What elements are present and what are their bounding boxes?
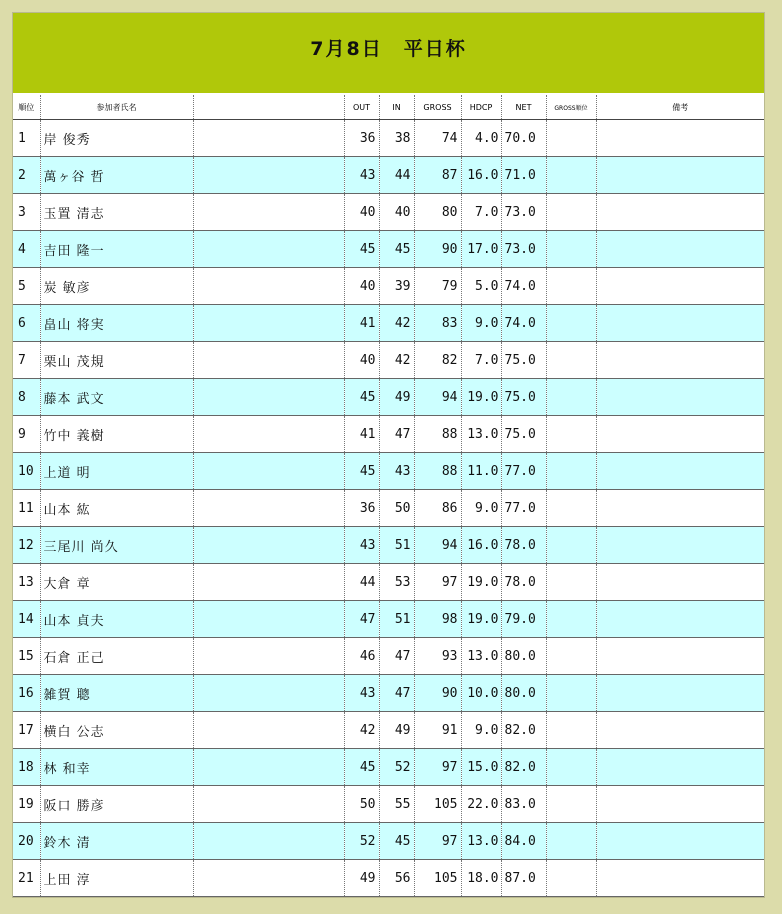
- cell-rank: 2: [13, 157, 40, 194]
- cell-notes: [596, 490, 764, 527]
- cell-blank: [193, 527, 344, 564]
- cell-hdcp: 4.0: [461, 120, 501, 157]
- cell-in: 47: [379, 638, 414, 675]
- cell-in: 51: [379, 601, 414, 638]
- table-row: [13, 860, 764, 897]
- cell-in: 45: [379, 231, 414, 268]
- cell-out: 41: [344, 305, 379, 342]
- header-gross-rank: GROSS順位: [546, 95, 596, 120]
- cell-hdcp: 5.0: [461, 268, 501, 305]
- cell-out: 46: [344, 638, 379, 675]
- cell-name: 山本 貞夫: [40, 601, 193, 638]
- cell-gross: 97: [414, 749, 461, 786]
- cell-notes: [596, 157, 764, 194]
- cell-blank: [193, 120, 344, 157]
- cell-net: 80.0: [501, 638, 546, 675]
- cell-gross-rank: [546, 638, 596, 675]
- header-hdcp: HDCP: [461, 95, 501, 120]
- cell-hdcp: 13.0: [461, 823, 501, 860]
- cell-net: 75.0: [501, 379, 546, 416]
- header-blank: [193, 95, 344, 120]
- cell-notes: [596, 749, 764, 786]
- cell-gross: 94: [414, 379, 461, 416]
- cell-gross: 97: [414, 823, 461, 860]
- header-out: OUT: [344, 95, 379, 120]
- cell-gross: 94: [414, 527, 461, 564]
- cell-rank: 8: [13, 379, 40, 416]
- cell-rank: 21: [13, 860, 40, 897]
- cell-net: 74.0: [501, 268, 546, 305]
- cell-net: 71.0: [501, 157, 546, 194]
- cell-rank: 1: [13, 120, 40, 157]
- cell-hdcp: 15.0: [461, 749, 501, 786]
- cell-gross: 86: [414, 490, 461, 527]
- table-row: [13, 194, 764, 231]
- table-row: [13, 416, 764, 453]
- cell-name: 上道 明: [40, 453, 193, 490]
- page-title: 7月8日 平日杯: [310, 37, 467, 60]
- cell-blank: [193, 601, 344, 638]
- header-name: 参加者氏名: [40, 95, 193, 120]
- cell-blank: [193, 379, 344, 416]
- cell-net: 84.0: [501, 823, 546, 860]
- cell-in: 45: [379, 823, 414, 860]
- cell-in: 47: [379, 416, 414, 453]
- cell-name: 栗山 茂規: [40, 342, 193, 379]
- cell-gross-rank: [546, 157, 596, 194]
- cell-in: 49: [379, 712, 414, 749]
- title-bar: [13, 13, 764, 95]
- cell-blank: [193, 157, 344, 194]
- cell-name: 藤本 武文: [40, 379, 193, 416]
- cell-notes: [596, 416, 764, 453]
- cell-notes: [596, 860, 764, 897]
- cell-net: 75.0: [501, 342, 546, 379]
- cell-hdcp: 7.0: [461, 194, 501, 231]
- cell-in: 47: [379, 675, 414, 712]
- cell-in: 42: [379, 305, 414, 342]
- table-row: [13, 379, 764, 416]
- cell-name: 玉置 清志: [40, 194, 193, 231]
- cell-notes: [596, 527, 764, 564]
- table-row: [13, 527, 764, 564]
- cell-gross-rank: [546, 675, 596, 712]
- cell-gross-rank: [546, 823, 596, 860]
- cell-gross: 105: [414, 786, 461, 823]
- cell-in: 52: [379, 749, 414, 786]
- cell-hdcp: 18.0: [461, 860, 501, 897]
- cell-name: 雑賀 聰: [40, 675, 193, 712]
- cell-gross-rank: [546, 527, 596, 564]
- cell-in: 49: [379, 379, 414, 416]
- cell-out: 52: [344, 823, 379, 860]
- header-in: IN: [379, 95, 414, 120]
- cell-hdcp: 13.0: [461, 416, 501, 453]
- header-notes: 備考: [596, 95, 764, 120]
- cell-notes: [596, 305, 764, 342]
- cell-rank: 6: [13, 305, 40, 342]
- cell-out: 45: [344, 749, 379, 786]
- cell-notes: [596, 675, 764, 712]
- cell-notes: [596, 268, 764, 305]
- cell-in: 51: [379, 527, 414, 564]
- cell-gross-rank: [546, 601, 596, 638]
- cell-hdcp: 7.0: [461, 342, 501, 379]
- cell-gross: 82: [414, 342, 461, 379]
- cell-net: 73.0: [501, 194, 546, 231]
- table-row: [13, 712, 764, 749]
- cell-blank: [193, 786, 344, 823]
- cell-name: 石倉 正己: [40, 638, 193, 675]
- cell-out: 45: [344, 379, 379, 416]
- cell-name: 大倉 章: [40, 564, 193, 601]
- cell-in: 43: [379, 453, 414, 490]
- cell-net: 74.0: [501, 305, 546, 342]
- cell-hdcp: 11.0: [461, 453, 501, 490]
- cell-out: 50: [344, 786, 379, 823]
- cell-gross: 79: [414, 268, 461, 305]
- cell-out: 36: [344, 120, 379, 157]
- cell-notes: [596, 231, 764, 268]
- table-row: [13, 120, 764, 157]
- cell-net: 87.0: [501, 860, 546, 897]
- cell-name: 岸 俊秀: [40, 120, 193, 157]
- cell-gross-rank: [546, 305, 596, 342]
- cell-rank: 9: [13, 416, 40, 453]
- cell-rank: 20: [13, 823, 40, 860]
- cell-hdcp: 19.0: [461, 379, 501, 416]
- cell-out: 49: [344, 860, 379, 897]
- cell-net: 75.0: [501, 416, 546, 453]
- cell-net: 78.0: [501, 564, 546, 601]
- cell-notes: [596, 823, 764, 860]
- cell-rank: 12: [13, 527, 40, 564]
- table-row: [13, 305, 764, 342]
- cell-out: 36: [344, 490, 379, 527]
- cell-notes: [596, 379, 764, 416]
- cell-blank: [193, 860, 344, 897]
- cell-out: 42: [344, 712, 379, 749]
- cell-net: 82.0: [501, 749, 546, 786]
- cell-rank: 15: [13, 638, 40, 675]
- cell-gross-rank: [546, 120, 596, 157]
- cell-hdcp: 19.0: [461, 601, 501, 638]
- cell-out: 45: [344, 231, 379, 268]
- cell-out: 40: [344, 342, 379, 379]
- cell-gross-rank: [546, 231, 596, 268]
- cell-gross-rank: [546, 860, 596, 897]
- cell-name: 吉田 隆一: [40, 231, 193, 268]
- cell-gross: 98: [414, 601, 461, 638]
- cell-net: 82.0: [501, 712, 546, 749]
- cell-blank: [193, 453, 344, 490]
- cell-blank: [193, 638, 344, 675]
- table-row: [13, 786, 764, 823]
- cell-name: 萬ヶ谷 哲: [40, 157, 193, 194]
- cell-rank: 11: [13, 490, 40, 527]
- results-body: [13, 120, 764, 897]
- cell-blank: [193, 564, 344, 601]
- cell-gross-rank: [546, 416, 596, 453]
- cell-hdcp: 22.0: [461, 786, 501, 823]
- cell-hdcp: 13.0: [461, 638, 501, 675]
- cell-out: 43: [344, 157, 379, 194]
- cell-gross-rank: [546, 490, 596, 527]
- results-sheet: [12, 12, 765, 898]
- cell-net: 83.0: [501, 786, 546, 823]
- table-row: [13, 490, 764, 527]
- cell-name: 三尾川 尚久: [40, 527, 193, 564]
- cell-rank: 14: [13, 601, 40, 638]
- cell-notes: [596, 638, 764, 675]
- cell-blank: [193, 416, 344, 453]
- cell-in: 55: [379, 786, 414, 823]
- cell-name: 畠山 将実: [40, 305, 193, 342]
- cell-gross-rank: [546, 712, 596, 749]
- results-table: [13, 95, 764, 897]
- cell-gross-rank: [546, 268, 596, 305]
- cell-notes: [596, 120, 764, 157]
- cell-blank: [193, 712, 344, 749]
- cell-rank: 18: [13, 749, 40, 786]
- cell-rank: 10: [13, 453, 40, 490]
- cell-gross-rank: [546, 194, 596, 231]
- cell-gross-rank: [546, 786, 596, 823]
- cell-name: 上田 淳: [40, 860, 193, 897]
- header-row: [13, 95, 764, 120]
- cell-hdcp: 9.0: [461, 490, 501, 527]
- cell-net: 73.0: [501, 231, 546, 268]
- cell-net: 77.0: [501, 453, 546, 490]
- cell-gross: 74: [414, 120, 461, 157]
- cell-rank: 3: [13, 194, 40, 231]
- cell-out: 43: [344, 675, 379, 712]
- cell-rank: 17: [13, 712, 40, 749]
- cell-out: 43: [344, 527, 379, 564]
- cell-net: 79.0: [501, 601, 546, 638]
- cell-blank: [193, 749, 344, 786]
- cell-gross: 105: [414, 860, 461, 897]
- table-row: [13, 675, 764, 712]
- cell-in: 50: [379, 490, 414, 527]
- cell-name: 炭 敏彦: [40, 268, 193, 305]
- cell-hdcp: 16.0: [461, 157, 501, 194]
- cell-hdcp: 9.0: [461, 712, 501, 749]
- cell-name: 横白 公志: [40, 712, 193, 749]
- cell-gross-rank: [546, 749, 596, 786]
- cell-notes: [596, 786, 764, 823]
- table-row: [13, 268, 764, 305]
- cell-gross-rank: [546, 564, 596, 601]
- cell-notes: [596, 712, 764, 749]
- table-row: [13, 453, 764, 490]
- cell-out: 41: [344, 416, 379, 453]
- table-row: [13, 749, 764, 786]
- cell-net: 77.0: [501, 490, 546, 527]
- header-gross: GROSS: [414, 95, 461, 120]
- cell-gross: 97: [414, 564, 461, 601]
- cell-hdcp: 19.0: [461, 564, 501, 601]
- cell-hdcp: 17.0: [461, 231, 501, 268]
- table-row: [13, 601, 764, 638]
- cell-hdcp: 16.0: [461, 527, 501, 564]
- cell-gross-rank: [546, 453, 596, 490]
- cell-in: 44: [379, 157, 414, 194]
- cell-out: 44: [344, 564, 379, 601]
- cell-gross-rank: [546, 379, 596, 416]
- cell-out: 47: [344, 601, 379, 638]
- cell-in: 53: [379, 564, 414, 601]
- cell-name: 鈴木 清: [40, 823, 193, 860]
- table-row: [13, 157, 764, 194]
- cell-gross: 88: [414, 453, 461, 490]
- cell-notes: [596, 601, 764, 638]
- cell-rank: 16: [13, 675, 40, 712]
- cell-in: 56: [379, 860, 414, 897]
- cell-notes: [596, 453, 764, 490]
- cell-notes: [596, 564, 764, 601]
- table-row: [13, 231, 764, 268]
- cell-gross: 80: [414, 194, 461, 231]
- cell-out: 40: [344, 268, 379, 305]
- cell-name: 阪口 勝彦: [40, 786, 193, 823]
- cell-blank: [193, 231, 344, 268]
- cell-hdcp: 10.0: [461, 675, 501, 712]
- cell-blank: [193, 675, 344, 712]
- cell-in: 42: [379, 342, 414, 379]
- cell-gross: 88: [414, 416, 461, 453]
- cell-name: 竹中 義樹: [40, 416, 193, 453]
- cell-rank: 4: [13, 231, 40, 268]
- table-row: [13, 564, 764, 601]
- cell-gross: 83: [414, 305, 461, 342]
- cell-notes: [596, 194, 764, 231]
- cell-blank: [193, 490, 344, 527]
- cell-in: 39: [379, 268, 414, 305]
- cell-rank: 13: [13, 564, 40, 601]
- cell-rank: 19: [13, 786, 40, 823]
- cell-blank: [193, 342, 344, 379]
- cell-gross: 93: [414, 638, 461, 675]
- cell-gross: 90: [414, 675, 461, 712]
- cell-net: 80.0: [501, 675, 546, 712]
- cell-gross-rank: [546, 342, 596, 379]
- cell-name: 山本 紘: [40, 490, 193, 527]
- cell-net: 70.0: [501, 120, 546, 157]
- cell-name: 林 和幸: [40, 749, 193, 786]
- header-rank: 順位: [13, 95, 40, 120]
- cell-in: 38: [379, 120, 414, 157]
- cell-in: 40: [379, 194, 414, 231]
- table-row: [13, 342, 764, 379]
- cell-rank: 5: [13, 268, 40, 305]
- cell-rank: 7: [13, 342, 40, 379]
- cell-blank: [193, 194, 344, 231]
- cell-out: 45: [344, 453, 379, 490]
- cell-notes: [596, 342, 764, 379]
- cell-net: 78.0: [501, 527, 546, 564]
- header-net: NET: [501, 95, 546, 120]
- table-row: [13, 638, 764, 675]
- cell-blank: [193, 823, 344, 860]
- cell-gross: 90: [414, 231, 461, 268]
- cell-gross: 87: [414, 157, 461, 194]
- cell-blank: [193, 268, 344, 305]
- cell-gross: 91: [414, 712, 461, 749]
- table-row: [13, 823, 764, 860]
- cell-hdcp: 9.0: [461, 305, 501, 342]
- cell-blank: [193, 305, 344, 342]
- cell-out: 40: [344, 194, 379, 231]
